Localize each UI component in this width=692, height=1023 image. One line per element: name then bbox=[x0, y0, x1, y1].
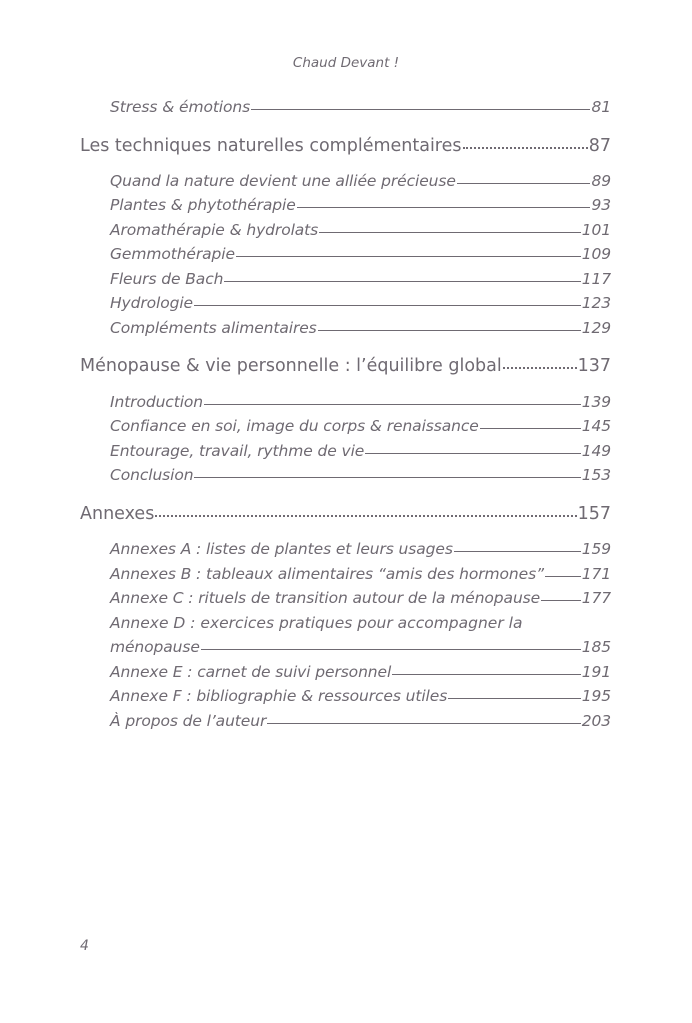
toc-entry-page: 177 bbox=[581, 589, 611, 607]
toc-entry[interactable] bbox=[110, 589, 611, 607]
toc-entry[interactable] bbox=[110, 638, 611, 656]
toc-entry-page: 171 bbox=[581, 565, 611, 583]
toc-entry[interactable] bbox=[110, 98, 611, 116]
page-number: 4 bbox=[80, 938, 89, 954]
toc-entry-title: Annexe C : rituels de transition autour de la ménopause bbox=[110, 589, 541, 607]
toc-entry-title: Annexes A : listes de plantes et leurs usages bbox=[110, 540, 453, 558]
toc-leader bbox=[392, 674, 581, 675]
toc-leader bbox=[319, 232, 581, 233]
toc-entry[interactable] bbox=[110, 565, 611, 583]
toc-entry[interactable] bbox=[110, 442, 611, 460]
toc-entry-page: 123 bbox=[581, 294, 611, 312]
toc-entry-page: 185 bbox=[581, 638, 611, 656]
toc-leader bbox=[318, 330, 581, 331]
toc-entry-title: Quand la nature devient une alliée précieuse bbox=[110, 172, 456, 190]
toc-leader bbox=[541, 600, 581, 601]
toc-entry-page: 101 bbox=[581, 221, 611, 239]
toc-leader bbox=[463, 147, 588, 149]
toc-entry[interactable] bbox=[110, 712, 611, 730]
toc-leader bbox=[194, 305, 581, 306]
toc-entry-title: Confiance en soi, image du corps & renaissance bbox=[110, 417, 479, 435]
toc-entry[interactable] bbox=[110, 417, 611, 435]
toc-entry-title: À propos de l’auteur bbox=[110, 712, 267, 730]
toc-chapter-page: 157 bbox=[577, 504, 611, 524]
toc-entry-title: Introduction bbox=[110, 393, 204, 411]
toc-leader bbox=[201, 649, 581, 650]
toc-entry-title: Conclusion bbox=[110, 466, 194, 484]
toc-entry[interactable] bbox=[110, 294, 611, 312]
toc-entry-title: Compléments alimentaires bbox=[110, 319, 317, 337]
toc-entry-title: Aromathérapie & hydrolats bbox=[110, 221, 319, 239]
toc-entry-title: Plantes & phytothérapie bbox=[110, 196, 296, 214]
toc-entry[interactable] bbox=[110, 393, 611, 411]
toc-leader bbox=[365, 453, 580, 454]
toc-entry-page: 159 bbox=[581, 540, 611, 558]
toc-entry-title: Annexe D : exercices pratiques pour accompagner la bbox=[110, 614, 523, 632]
toc-leader bbox=[155, 515, 576, 517]
toc-entry-page: 149 bbox=[581, 442, 611, 460]
toc-entry-page: 195 bbox=[581, 687, 611, 705]
toc-chapter[interactable] bbox=[80, 356, 611, 376]
toc-leader bbox=[457, 183, 591, 184]
toc-leader bbox=[267, 723, 580, 724]
toc-entry-page: 117 bbox=[581, 270, 611, 288]
toc-entry-title: Entourage, travail, rythme de vie bbox=[110, 442, 365, 460]
toc-entry-title: ménopause bbox=[110, 638, 200, 656]
toc-entry[interactable] bbox=[110, 319, 611, 337]
toc-chapter[interactable] bbox=[80, 504, 611, 524]
toc-entry-page: 203 bbox=[581, 712, 611, 730]
toc-leader bbox=[545, 576, 581, 577]
toc-entry-page: 153 bbox=[581, 466, 611, 484]
toc-chapter-title: Annexes bbox=[80, 504, 155, 524]
toc-entry[interactable] bbox=[110, 540, 611, 558]
toc-entry-page: 109 bbox=[581, 245, 611, 263]
toc-leader bbox=[224, 281, 580, 282]
toc-entry-page: 129 bbox=[581, 319, 611, 337]
toc-entry-title: Gemmothérapie bbox=[110, 245, 235, 263]
toc-chapter-title: Les techniques naturelles complémentaires bbox=[80, 136, 462, 156]
toc-leader bbox=[503, 367, 577, 369]
toc-entry[interactable] bbox=[110, 221, 611, 239]
toc-leader bbox=[454, 551, 581, 552]
toc-entry-page: 81 bbox=[591, 98, 611, 116]
toc-chapter-page: 87 bbox=[588, 136, 611, 156]
toc-leader bbox=[297, 207, 591, 208]
toc-entry-page: 191 bbox=[581, 663, 611, 681]
toc-entry-line[interactable] bbox=[110, 614, 611, 632]
toc-entry-title: Fleurs de Bach bbox=[110, 270, 224, 288]
toc-entry-title: Annexe F : bibliographie & ressources utiles bbox=[110, 687, 448, 705]
toc-entry[interactable] bbox=[110, 687, 611, 705]
toc-entry-page: 89 bbox=[591, 172, 611, 190]
toc-entry[interactable] bbox=[110, 245, 611, 263]
toc-leader bbox=[448, 698, 581, 699]
toc-chapter[interactable] bbox=[80, 136, 611, 156]
toc-entry-title: Hydrologie bbox=[110, 294, 193, 312]
toc-entry-page: 145 bbox=[581, 417, 611, 435]
toc-entry[interactable] bbox=[110, 172, 611, 190]
toc-entry-page: 139 bbox=[581, 393, 611, 411]
running-head: Chaud Devant ! bbox=[292, 55, 400, 71]
toc-leader bbox=[251, 109, 590, 110]
toc-leader bbox=[480, 428, 581, 429]
toc-entry[interactable] bbox=[110, 663, 611, 681]
toc-leader bbox=[194, 477, 580, 478]
toc-entry-title: Annexe E : carnet de suivi personnel bbox=[110, 663, 392, 681]
toc-entry[interactable] bbox=[110, 270, 611, 288]
toc-entry[interactable] bbox=[110, 466, 611, 484]
toc-entry[interactable] bbox=[110, 196, 611, 214]
toc-leader bbox=[236, 256, 581, 257]
toc-entry-page: 93 bbox=[591, 196, 611, 214]
toc-entry-title: Annexes B : tableaux alimentaires “amis des hormones” bbox=[110, 565, 544, 583]
toc-chapter-page: 137 bbox=[577, 356, 611, 376]
toc-leader bbox=[204, 404, 581, 405]
toc-chapter-title: Ménopause & vie personnelle : l’équilibre global bbox=[80, 356, 502, 376]
toc-entry-title: Stress & émotions bbox=[110, 98, 251, 116]
